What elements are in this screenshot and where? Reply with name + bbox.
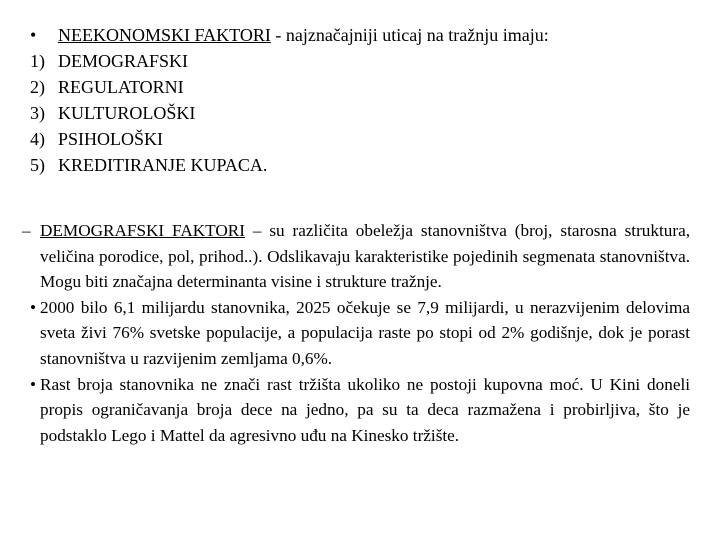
list-item [30, 126, 690, 152]
list-item-number: 4) [30, 129, 45, 149]
list-item [30, 152, 690, 178]
list-item-number: 2) [30, 77, 45, 97]
intro-line [30, 22, 690, 48]
section-dash-slot [22, 218, 40, 295]
list-item-label: REGULATORNI [58, 77, 184, 97]
list-item [30, 100, 690, 126]
bullet-marker: • [30, 374, 37, 394]
section-term: DEMOGRAFSKI FAKTORI [40, 221, 245, 240]
details-block [22, 218, 690, 448]
bullet-point [30, 372, 690, 449]
bullet-point [30, 295, 690, 372]
list-item-number: 5) [30, 155, 45, 175]
list-item [30, 48, 690, 74]
bullet-text: 2000 bilo 6,1 milijardu stanovnika, 2025 očekuje se 7,9 milijardi, u nerazvijenim delovima sveta živi 76% svetske populacije, a populacija raste po stopi od 2% godišnje, dok je porast stanovništva u razvijenim zemljama 0,6%. [40, 297, 690, 368]
bullet-marker: • [30, 297, 37, 317]
intro-bullet: • [30, 25, 37, 45]
section-definition: – su različita obeležja stanovništva (broj, starosna struktura, veličina porodice, pol, prihod..). Odslikavaju karakteristike pojedinih segmenata stanovništva. Mogu biti značajna determinanta visine i strukture tražnje. [40, 221, 690, 292]
intro-heading: NEEKONOMSKI FAKTORI [58, 25, 271, 45]
list-item-number: 3) [30, 103, 45, 123]
list-item [30, 74, 690, 100]
section-dash: – [22, 221, 31, 240]
list-item-label: KULTUROLOŠKI [58, 103, 196, 123]
section-paragraph [22, 218, 690, 295]
bullet-text: Rast broja stanovnika ne znači rast tržišta ukoliko ne postoji kupovna moć. U Kini doneli propis ograničavanja broja dece na jedno, pa su ta deca razmažena i probirljiva, što je podstaklo Lego i Mattel da agresivno uđu na Kinesko tržište. [40, 374, 690, 445]
list-item-label: KREDITIRANJE KUPACA. [58, 155, 268, 175]
section-text [40, 218, 690, 295]
list-item-number: 1) [30, 51, 45, 71]
intro-heading-rest: - najznačajniji uticaj na tražnju imaju: [270, 25, 549, 45]
list-item-label: DEMOGRAFSKI [58, 51, 189, 71]
list-item-label: PSIHOLOŠKI [58, 129, 164, 149]
intro-block [30, 22, 690, 178]
